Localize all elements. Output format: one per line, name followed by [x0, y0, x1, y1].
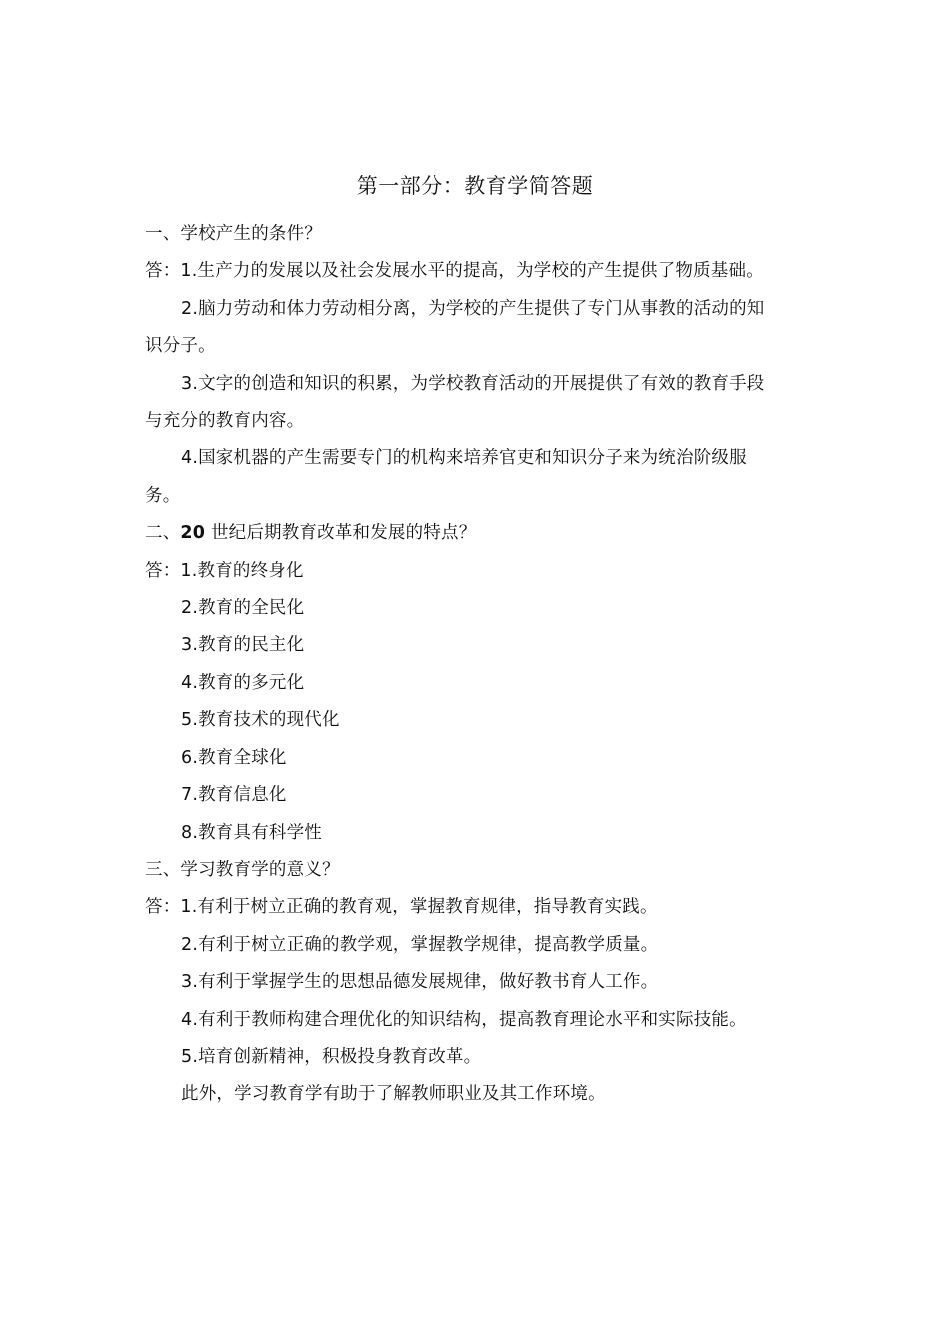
question-1: 一、学校产生的条件？ [145, 224, 322, 244]
q3-closing-note: 此外，学习教育学有助于了解教师职业及其工作环境。 [181, 1084, 606, 1105]
q1-answer-item-4-cont: 务。 [145, 485, 181, 506]
q3-answer-item-4: 4.有利于教师构建合理优化的知识结构，提高教育理论水平和实际技能。 [181, 1009, 747, 1030]
q2-answer-item-5: 5.教育技术的现代化 [181, 710, 340, 731]
question-number: 20 [180, 523, 206, 544]
q1-answer-item-2-cont: 识分子。 [145, 336, 216, 357]
q2-answer-item-8: 8.教育具有科学性 [181, 822, 322, 843]
q1-answer-item-3-cont: 与充分的教育内容。 [145, 411, 305, 432]
page-title: 第一部分：教育学简答题 [356, 174, 594, 198]
q1-answer-item-2: 2.脑力劳动和体力劳动相分离，为学校的产生提供了专门从事教的活动的知 [181, 298, 765, 319]
answer-prefix: 答： [145, 897, 181, 918]
question-2 [145, 515, 815, 552]
q1-answer-item-3: 3.文字的创造和知识的积累，为学校教育活动的开展提供了有效的教育手段 [181, 373, 765, 394]
q3-answer-item-1 [145, 889, 815, 926]
answer-text: 1.有利于树立正确的教育观，掌握教育规律，指导教育实践。 [180, 897, 658, 918]
answer-prefix: 答： [145, 560, 181, 581]
document-body [145, 216, 815, 1114]
q2-answer-item-6: 6.教育全球化 [181, 747, 287, 768]
q3-answer-item-3: 3.有利于掌握学生的思想品德发展规律，做好教书育人工作。 [181, 972, 659, 993]
q2-answer-item-7: 7.教育信息化 [181, 785, 287, 806]
q2-answer-item-3: 3.教育的民主化 [181, 635, 305, 656]
q3-answer-item-2: 2.有利于树立正确的教学观，掌握教学规律，提高教学质量。 [181, 934, 659, 955]
q1-answer-item-1 [145, 253, 815, 290]
q3-answer-item-5: 5.培育创新精神，积极投身教育改革。 [181, 1046, 482, 1067]
answer-prefix: 答： [145, 261, 181, 282]
q1-answer-item-4: 4.国家机器的产生需要专门的机构来培养官吏和知识分子来为统治阶级服 [181, 448, 747, 469]
question-text: 世纪后期教育改革和发展的特点？ [210, 523, 477, 544]
q2-answer-item-4: 4.教育的多元化 [181, 672, 305, 693]
q2-answer-item-2: 2.教育的全民化 [181, 598, 305, 619]
question-prefix: 二、 [145, 523, 181, 544]
question-3: 三、学习教育学的意义？ [145, 859, 340, 880]
answer-text: 1.教育的终身化 [180, 560, 304, 581]
answer-text: 1.生产力的发展以及社会发展水平的提高，为学校的产生提供了物质基础。 [180, 261, 764, 282]
q2-answer-item-1 [145, 553, 815, 590]
